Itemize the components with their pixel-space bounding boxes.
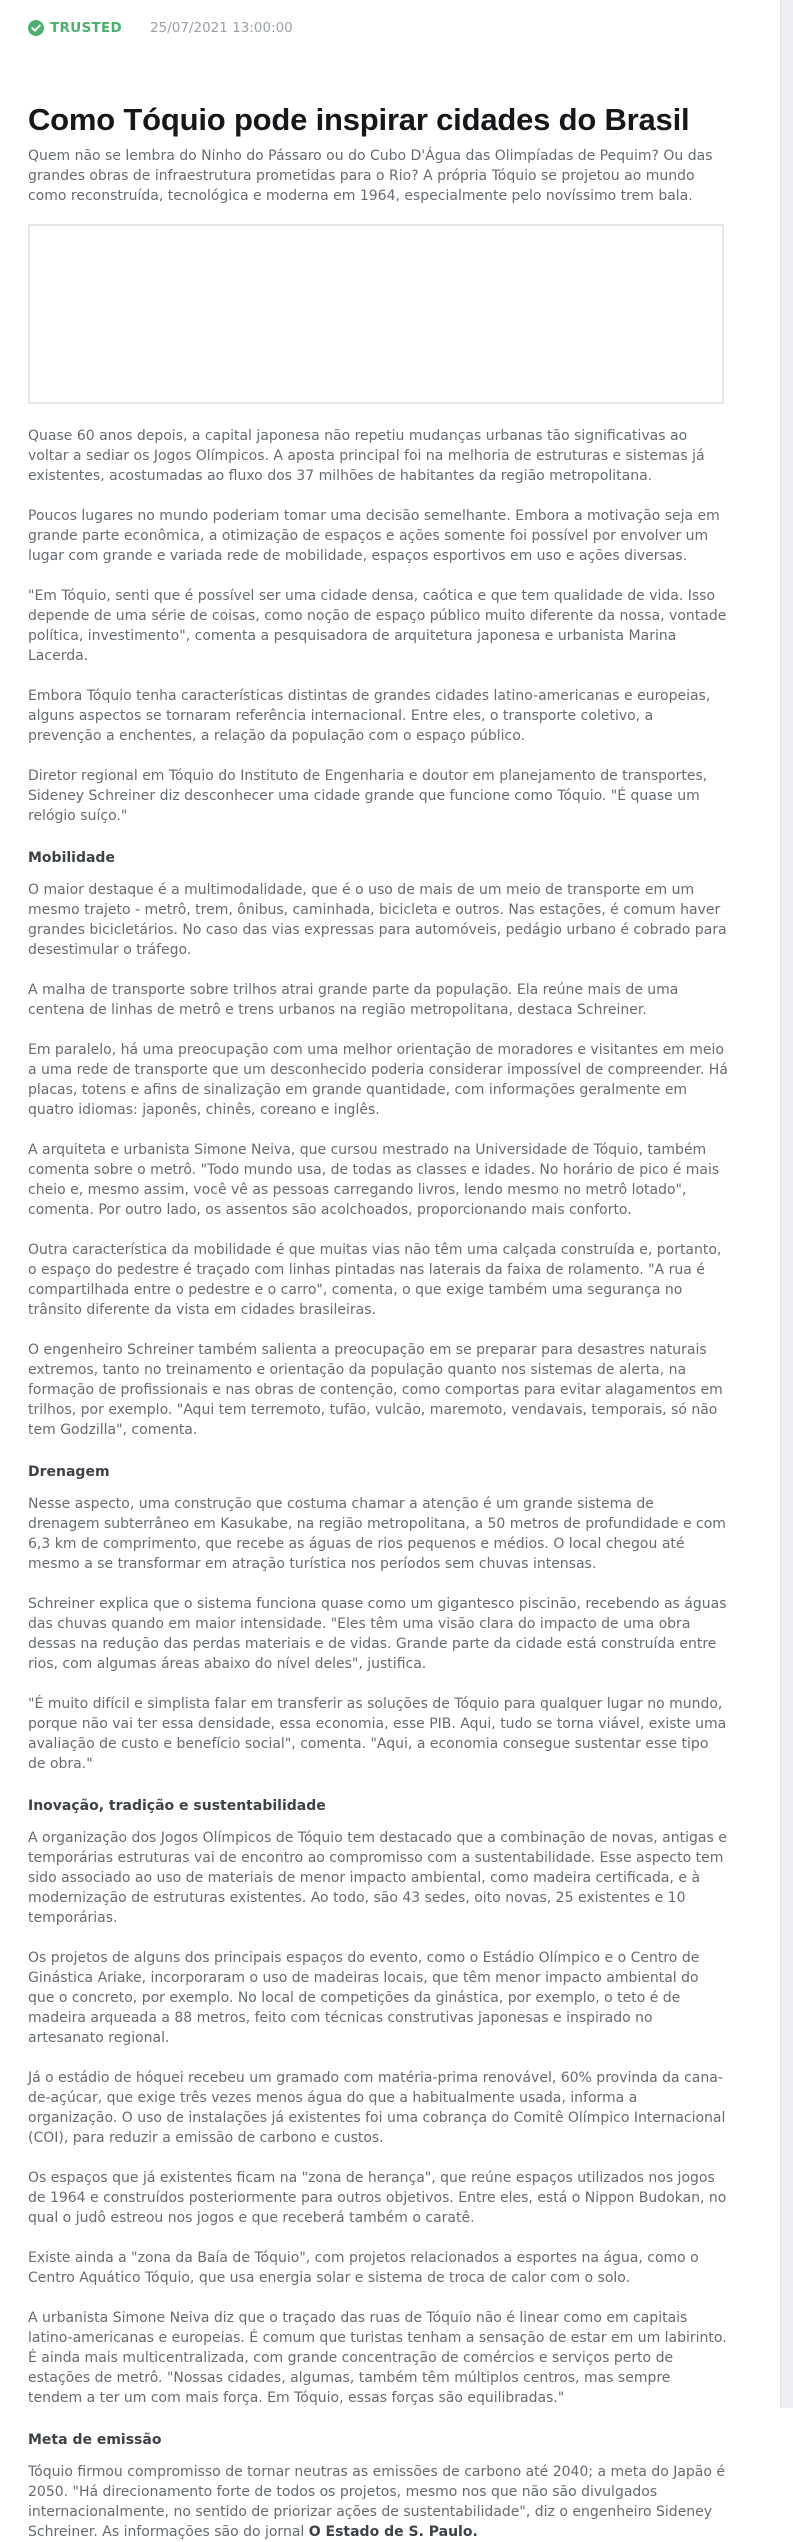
publish-timestamp: 25/07/2021 13:00:00 <box>150 20 293 36</box>
article-lead: Quem não se lembra do Ninho do Pássaro ou do Cubo D'Água das Olimpíadas de Pequim? Ou das grandes obras de infraestrutura prometidas para o Rio? A própria Tóquio se projetou ao mundo como reconstruída, tecnológica e moderna em 1964, especialmente pelo novíssimo trem bala. <box>28 148 713 204</box>
paragraph: Diretor regional em Tóquio do Instituto de Engenharia e doutor em planejamento de transportes, Sideney Schreiner diz desconhecer uma cidade grande que funcione como Tóquio. "É quase um relógio suíço." <box>28 768 708 824</box>
paragraph-text: Tóquio firmou compromisso de tornar neutras as emissões de carbono até 2040; a meta do Japão é 2050. "Há direcionamento forte de todos os projetos, mesmo nos que não são divulgados internacionalmente, no sentido de priorizar ações de sustentabilidade", diz o engenheiro Sideney Schreiner. As informações são do jornal <box>28 2464 726 2540</box>
section-heading-meta: Meta de emissão <box>28 2432 162 2448</box>
article-title: Como Tóquio pode inspirar cidades do Brasil <box>28 102 690 137</box>
paragraph: A urbanista Simone Neiva diz que o traçado das ruas de Tóquio não é linear como em capitais latino-americanas e europeias. É comum que turistas tenham a sensação de estar em um labirinto. É ainda mais multicentralizada, com grande concentração de comércios e serviços perto de estações de metrô. "Nossas cidades, algumas, também têm múltiplos centros, mas sempre tendem a ter um com mais força. Em Tóquio, essas forças são equilibradas." <box>28 2310 727 2406</box>
paragraph: Schreiner explica que o sistema funciona quase como um gigantesco piscinão, recebendo as águas das chuvas quando em maior intensidade. "Eles têm uma visão clara do impacto de uma obra dessas na redução das perdas materiais e de vidas. Grande parte da cidade está construída entre rios, com algumas áreas abaixo do nível deles", justifica. <box>28 1596 727 1672</box>
paragraph: Outra característica da mobilidade é que muitas vias não têm uma calçada construída e, portanto, o espaço do pedestre é traçado com linhas pintadas nas laterais da faixa de rolamento. "A rua é compartilhada entre o pedestre e o carro", comenta, o que exige também uma segurança no trânsito diferente da vista em cidades brasileiras. <box>28 1242 722 1318</box>
paragraph: Já o estádio de hóquei recebeu um gramado com matéria-prima renovável, 60% provinda da cana-de-açúcar, que exige três vezes menos água do que a habitualmente usada, informa a organização. O uso de instalações já existentes foi uma cobrança do Comitê Olímpico Internacional (COI), para reduzir a emissão de carbono e custos. <box>28 2070 726 2146</box>
article-meta-bar <box>28 18 293 38</box>
paragraph: Os projetos de alguns dos principais espaços do evento, como o Estádio Olímpico e o Centro de Ginástica Ariake, incorporaram o uso de madeiras locais, que têm menor impacto ambiental do que o concreto, por exemplo. No local de competições da ginástica, por exemplo, o teto é de madeira arqueada a 88 metros, feito com técnicas construtivas japonesas e inspirado no artesanato regional. <box>28 1950 700 2046</box>
paragraph: A arquiteta e urbanista Simone Neiva, que cursou mestrado na Universidade de Tóquio, também comenta sobre o metrô. "Todo mundo usa, de todas as classes e idades. No horário de pico é mais cheio e, mesmo assim, você vê as pessoas carregando livros, lendo mesmo no metrô lotado", comenta. Por outro lado, os assentos são acolchoados, proporcionando mais conforto. <box>28 1142 720 1218</box>
paragraph: Em paralelo, há uma preocupação com uma melhor orientação de moradores e visitantes em meio a uma rede de transporte que um desconhecido poderia considerar impossível de compreender. Há placas, totens e afins de sinalização em grande quantidade, com informações geralmente em quatro idiomas: japonês, chinês, coreano e inglês. <box>28 1042 728 1118</box>
trusted-badge: TRUSTED <box>50 20 123 36</box>
paragraph: Nesse aspecto, uma construção que costuma chamar a atenção é um grande sistema de drenagem subterrâneo em Kasukabe, na região metropolitana, a 50 metros de profundidade e com 6,3 km de comprimento, que recebe as águas de rios pequenos e médios. O local chegou até mesmo a se transformar em atração turística nos períodos sem chuvas intensas. <box>28 1496 726 1572</box>
section-heading-inovacao: Inovação, tradição e sustentabilidade <box>28 1798 326 1814</box>
paragraph: Embora Tóquio tenha características distintas de grandes cidades latino-americanas e europeias, alguns aspectos se tornaram referência internacional. Entre eles, o transporte coletivo, a prevenção a enchentes, a relação da população com o espaço público. <box>28 688 711 744</box>
paragraph: "É muito difícil e simplista falar em transferir as soluções de Tóquio para qualquer lugar no mundo, porque não vai ter essa densidade, essa economia, esse PIB. Aqui, tudo se torna viável, existe uma avaliação de custo e benefício social", comenta. "Aqui, a economia consegue sustentar esse tipo de obra." <box>28 1696 727 1772</box>
check-circle-icon <box>28 20 44 36</box>
paragraph: O maior destaque é a multimodalidade, que é o uso de mais de um meio de transporte em um mesmo trajeto - metrô, trem, ônibus, caminhada, bicicleta e outros. Nas estações, é comum haver grandes bicicletários. No caso das vias expressas para automóveis, pedágio urbano é cobrado para desestimular o tráfego. <box>28 882 727 958</box>
source-credit: O Estado de S. Paulo. <box>308 2524 478 2540</box>
paragraph: A malha de transporte sobre trilhos atrai grande parte da população. Ela reúne mais de uma centena de linhas de metrô e trens urbanos na região metropolitana, destaca Schreiner. <box>28 982 679 1018</box>
paragraph: Os espaços que já existentes ficam na "zona de herança", que reúne espaços utilizados nos jogos de 1964 e construídos posteriormente para outros objetivos. Entre eles, está o Nippon Budokan, no qual o judô estreou nos jogos e que receberá também o caratê. <box>28 2170 727 2226</box>
paragraph: O engenheiro Schreiner também salienta a preocupação em se preparar para desastres naturais extremos, tanto no treinamento e orientação da população quanto nos sistemas de alerta, na formação de profissionais e nas obras de contenção, como comportas para evitar alagamentos em trilhos, por exemplo. "Aqui tem terremoto, tufão, vulcão, maremoto, vendavais, temporais, só não tem Godzilla", comenta. <box>28 1342 723 1438</box>
paragraph: Existe ainda a "zona da Baía de Tóquio", com projetos relacionados a esportes na água, como o Centro Aquático Tóquio, que usa energia solar e sistema de troca de calor com o solo. <box>28 2250 699 2286</box>
paragraph-final <box>28 2462 728 2542</box>
paragraph: Quase 60 anos depois, a capital japonesa não repetiu mudanças urbanas tão significativas ao voltar a sediar os Jogos Olímpicos. A aposta principal foi na melhoria de estruturas e sistemas já existentes, acostumadas ao fluxo dos 37 milhões de habitantes da região metropolitana. <box>28 428 705 484</box>
section-heading-drenagem: Drenagem <box>28 1464 110 1480</box>
article <box>28 100 728 2542</box>
section-heading-mobilidade: Mobilidade <box>28 850 115 866</box>
media-placeholder <box>28 224 724 404</box>
paragraph: A organização dos Jogos Olímpicos de Tóquio tem destacado que a combinação de novas, antigas e temporárias estruturas vai de encontro ao compromisso com a sustentabilidade. Esse aspecto tem sido associado ao uso de materiais de menor impacto ambiental, como madeira certificada, e à modernização de estruturas existentes. Ao todo, são 43 sedes, oito novas, 25 existentes e 10 temporárias. <box>28 1830 727 1926</box>
scrollbar-track[interactable] <box>780 0 793 2408</box>
paragraph: Poucos lugares no mundo poderiam tomar uma decisão semelhante. Embora a motivação seja em grande parte econômica, a otimização de espaços e ações somente foi possível por envolver um lugar com grande e variada rede de mobilidade, espaços esportivos em uso e ações diversas. <box>28 508 720 564</box>
paragraph: "Em Tóquio, senti que é possível ser uma cidade densa, caótica e que tem qualidade de vida. Isso depende de uma série de coisas, como noção de espaço público muito diferente da nossa, vontade política, investimento", comenta a pesquisadora de arquitetura japonesa e urbanista Marina Lacerda. <box>28 588 727 664</box>
